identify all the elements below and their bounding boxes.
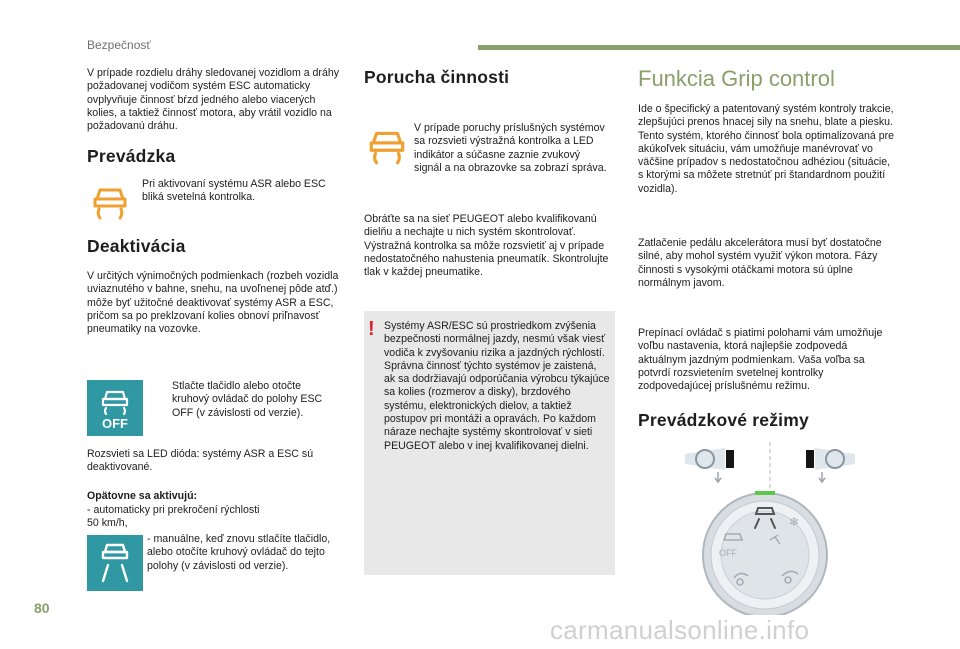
led-text: Rozsvieti sa LED dióda: systémy ASR a ESC sú deaktivované.: [87, 448, 314, 474]
active-indicator: [755, 491, 775, 495]
page-number: 80: [34, 600, 50, 616]
intro-paragraph: V prípade rozdielu dráhy sledovanej vozidlom a dráhy požadovanej vodičom systém ESC automaticky ovplyvňuje činnosť bŕzd jedného alebo viacerých kolies, a taktiež činnosť motora, aby vrátil vozidlo na požadovanú dráhu.: [87, 67, 340, 133]
section-title: Bezpečnosť: [87, 38, 151, 52]
prevadzka-text: Pri aktivovaní systému ASR alebo ESC bliká svetelná kontrolka.: [142, 178, 326, 204]
header-divider: [478, 45, 960, 50]
off-label: OFF: [102, 416, 128, 431]
grip-paragraph-1: Ide o špecifický a patentovaný systém kontroly trakcie, zlepšujúci prenos hnacej sily na snehu, blate a piesku. Tento systém, ktorého činnosť bola optimalizovaná pre akúkoľvek situáciu, vám umožňuje manévrovať vo väčšine prípadov s nedostatočnou adhéziou (situácie, s ktorými sa môžete stretnúť pri štandardnom použití vozidla).: [638, 103, 895, 195]
warning-text: Systémy ASR/ESC sú prostriedkom zvýšenia bezpečnosti normálnej jazdy, nesmú však viesť vodiča k zvyšovaniu rizika a jazdných rýchlostí. Správna činnosť týchto systémov je zaistená, ak sa dodržiavajú odporúčania výrobcu týkajúce sa kolies (rozmerov a disky), brzdového systému, elektronických dielov, a taktiež postupov pri montáži a opravách. Po každom náraze nechajte systémy skontrolovať v sieti PEUGEOT alebo v inej kvalifikovanej dielni.: [384, 320, 610, 452]
dial-off-label: OFF: [719, 548, 737, 558]
right-steering-wheel-icon: [806, 448, 855, 470]
snow-icon: ❄: [789, 515, 800, 529]
car-road-icon: [87, 535, 143, 591]
warning-icon: !: [368, 318, 375, 340]
deaktivacia-text: V určitých výnimočných podmienkach (rozbeh vozidla uviaznutého v bahne, snehu, na uvoľnenej pôde atď.) môže byť užitočné deaktivovať systémy ASR a ESC, pričom sa po preklzovaní kolies obnoví priľnavosť pneumatiky na vozovke.: [87, 270, 339, 336]
heading-grip-control: Funkcia Grip control: [638, 66, 835, 91]
heading-deaktivacia: Deaktivácia: [87, 236, 186, 256]
contact-text: Obráťte sa na sieť PEUGEOT alebo kvalifikovanú dielňu a nechajte u nich systém skontrolovať. Výstražná kontrolka sa môže rozsvietiť aj v prípade nedostatočného nahustenia pneumatík. Skontrolujte tlak v každej pneumatike.: [364, 213, 609, 279]
grip-paragraph-2: Zatlačenie pedálu akcelerátora musí byť dostatočne silné, aby mohol systém využiť výkon motora. Fázy činnosti s vysokými otáčkami motora sú úplne normálnym javom.: [638, 237, 882, 289]
heading-prevadzka: Prevádzka: [87, 146, 176, 166]
esc-fault-icon: [366, 124, 408, 166]
esc-off-button-icon: [87, 380, 143, 436]
reactivate-manual: - manuálne, keď znovu stlačíte tlačidlo, alebo otočíte kruhový ovládač do tejto polohy (v závislosti od verzie).: [147, 533, 331, 572]
fault-text: V prípade poruchy príslušných systémov sa rozsvieti výstražná kontrolka a LED indikátor a súčasne zaznie zvukový signál a na obrazovke sa zobrazí správa.: [414, 122, 607, 174]
left-steering-wheel-icon: [685, 448, 734, 470]
heading-modes: Prevádzkové režimy: [638, 410, 809, 430]
reactivate-auto: - automaticky pri prekročení rýchlosti 50 km/h,: [87, 504, 260, 530]
reactivate-title: Opätovne sa aktivujú:: [87, 490, 198, 502]
esc-off-car-icon: [87, 380, 143, 436]
esc-warning-icon: [90, 181, 130, 221]
grip-mode-button-icon: [87, 535, 143, 591]
press-text: Stlačte tlačidlo alebo otočte kruhový ovládač do polohy ESC OFF (v závislosti od verzie).: [172, 380, 323, 419]
grip-paragraph-3: Prepínací ovládač s piatimi polohami vám umožňuje voľbu nastavenia, ktorá najlepšie zodpovedá aktuálnym jazdným podmienkam. Vaša voľba sa potvrdí rozsvietením svetelnej kontrolky zodpovedajúcej príslušnému režimu.: [638, 327, 883, 393]
grip-control-dial-illustration: [670, 440, 870, 615]
watermark: carmanualsonline.info: [550, 615, 810, 645]
heading-porucha: Porucha činnosti: [364, 67, 510, 87]
